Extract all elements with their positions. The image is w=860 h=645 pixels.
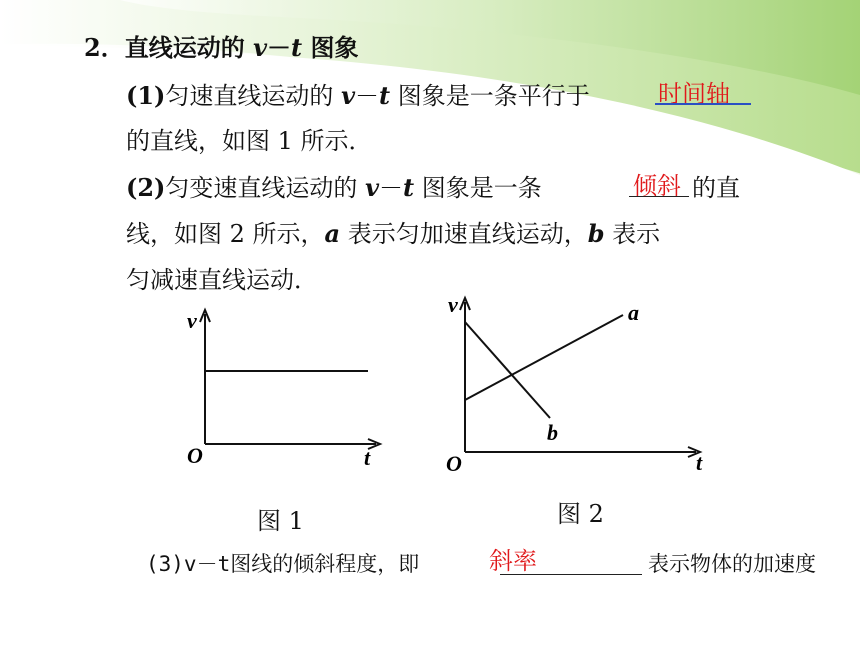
figure2-graph [440, 288, 730, 478]
item3-answer: 斜率 [489, 547, 537, 575]
item3-text2: 表示物体的加速度 [648, 552, 816, 576]
figure2-line-a [465, 315, 623, 400]
heading-dash: － [267, 33, 292, 62]
item2-v: v [365, 173, 380, 202]
item2-line2-c: 表示 [604, 220, 661, 248]
heading-t: t [291, 33, 303, 62]
figure2-label-b: b [547, 420, 558, 445]
figure1-x-label: t [364, 445, 371, 470]
item2-b: b [587, 219, 605, 248]
item2-dash: － [379, 174, 404, 202]
figure2-origin: O [446, 451, 462, 476]
item2-answer: 倾斜 [633, 172, 681, 200]
heading-text-before: 直线运动的 [124, 33, 254, 62]
figure2-line-b [465, 322, 550, 418]
item2-t: t [403, 173, 415, 202]
item2-line2-b: 表示匀加速直线运动， [340, 220, 588, 248]
item1-answer-underline [655, 103, 751, 105]
figure2-label-a: a [628, 300, 639, 325]
item3-text1: (3)v－t图线的倾斜程度，即 [146, 552, 420, 576]
item3-answer-underline [500, 574, 642, 575]
item1-t: t [379, 81, 391, 110]
item1-dash: － [355, 82, 380, 110]
figure2-x-label: t [696, 450, 703, 475]
figure2-caption: 图 2 [557, 500, 604, 528]
item1-v: v [341, 81, 356, 110]
item2-prefix: (2) [126, 173, 166, 202]
item1-line1 [126, 76, 590, 111]
item2-text1: 匀变速直线运动的 [165, 174, 366, 202]
item2-text2: 图象是一条 [414, 174, 542, 202]
item2-answer-underline [629, 196, 689, 197]
item2-line3: 匀减速直线运动． [126, 266, 318, 294]
section-heading [84, 28, 358, 63]
heading-v: v [253, 33, 268, 62]
figure1-origin: O [187, 443, 203, 468]
item2-line2 [126, 214, 660, 249]
item2-line1 [126, 168, 542, 203]
item1-text2: 图象是一条平行于 [390, 82, 590, 110]
item1-prefix: (1) [126, 81, 166, 110]
heading-number: 2． [84, 33, 125, 62]
figure2-y-label: v [448, 292, 458, 317]
item1-answer: 时间轴 [658, 80, 730, 108]
item2-line2-a: 线，如图 2 所示， [126, 220, 325, 248]
figure1-caption: 图 1 [257, 507, 304, 535]
item1-text1: 匀速直线运动的 [165, 82, 342, 110]
figure1-y-label: v [187, 308, 197, 333]
heading-text-after: 图象 [302, 33, 359, 62]
figure1-graph [180, 300, 400, 480]
item2-a: a [324, 219, 341, 248]
item2-text3: 的直 [692, 174, 740, 202]
item1-line2: 的直线，如图 1 所示． [126, 127, 373, 155]
